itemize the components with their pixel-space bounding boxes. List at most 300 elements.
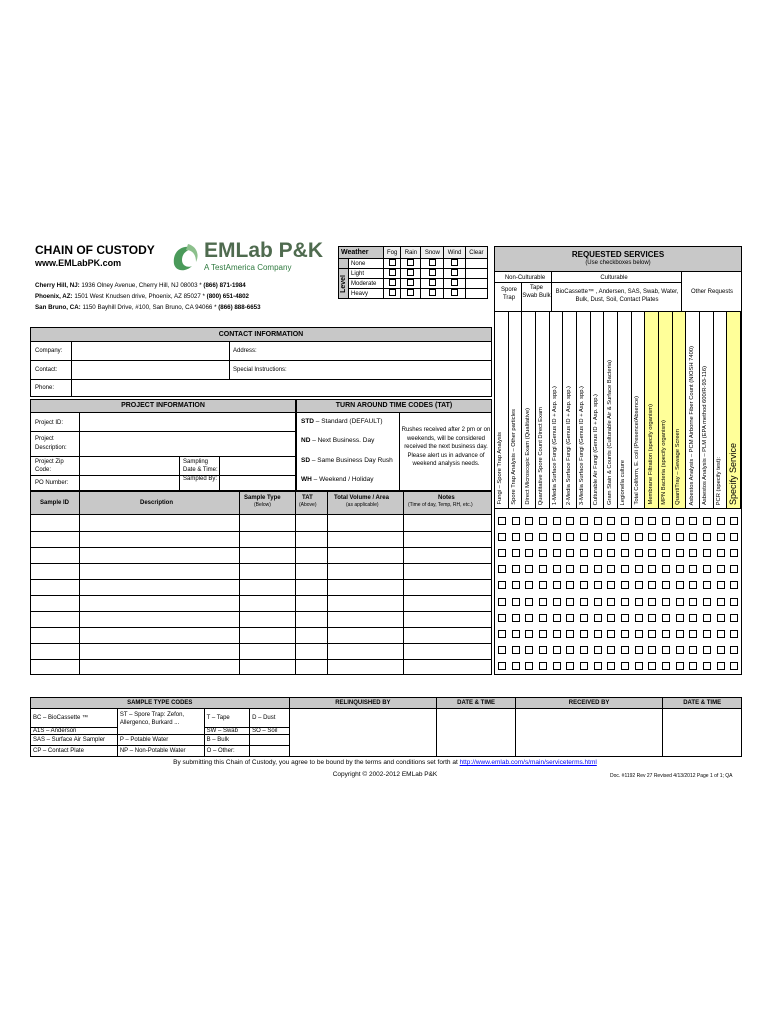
service-checkbox[interactable] [525, 662, 533, 670]
row-divider [31, 659, 491, 660]
service-label: PCR (specify test): [716, 456, 723, 505]
service-checkbox[interactable] [594, 630, 602, 638]
weather-checkbox[interactable] [407, 269, 414, 276]
contact-label: Contact: [35, 367, 58, 373]
service-checkbox[interactable] [553, 517, 561, 525]
service-checkbox[interactable] [566, 565, 574, 573]
requested-subtitle: (Use checkboxes below) [585, 260, 651, 266]
page-title: CHAIN OF CUSTODY [35, 243, 155, 257]
service-checkbox[interactable] [580, 598, 588, 606]
service-checkbox[interactable] [566, 533, 574, 541]
received-header: RECEIVED BY [515, 698, 662, 709]
service-label: Direct Microscopic Exam (Qualitative) [524, 408, 531, 505]
weather-checkbox[interactable] [407, 279, 414, 286]
service-checkbox[interactable] [580, 517, 588, 525]
service-checkbox[interactable] [730, 662, 738, 670]
service-checkbox[interactable] [525, 565, 533, 573]
service-checkbox[interactable] [662, 614, 670, 622]
service-checkbox[interactable] [676, 646, 684, 654]
service-column [700, 312, 714, 508]
service-checkbox[interactable] [730, 630, 738, 638]
service-column [591, 312, 605, 508]
service-checkbox[interactable] [553, 614, 561, 622]
weather-checkbox[interactable] [451, 289, 458, 296]
service-checkbox[interactable] [498, 549, 506, 557]
service-label: 3-Media Surface Fungi (Genus ID + Asp. spp.) [579, 385, 586, 505]
service-checkbox[interactable] [512, 646, 520, 654]
service-checkbox[interactable] [676, 549, 684, 557]
service-checkbox[interactable] [539, 614, 547, 622]
service-checkbox[interactable] [512, 549, 520, 557]
service-checkbox[interactable] [689, 581, 697, 589]
service-checkbox[interactable] [648, 517, 656, 525]
service-checkbox[interactable] [635, 646, 643, 654]
service-checkbox[interactable] [498, 581, 506, 589]
terms-link[interactable]: http://www.emlab.com/s/main/serviceterms.html [459, 759, 597, 766]
service-checkbox[interactable] [512, 533, 520, 541]
tat-code: ND – Next Business. Day [301, 437, 375, 444]
service-checkbox[interactable] [730, 598, 738, 606]
service-checkbox[interactable] [621, 646, 629, 654]
service-checkbox[interactable] [607, 565, 615, 573]
service-checkbox[interactable] [621, 581, 629, 589]
address-line: San Bruno, CA: 1150 Bayhill Drive, #100, San Bruno, CA 94066 * (866) 888-6653 [35, 304, 261, 311]
service-checkbox[interactable] [566, 662, 574, 670]
sample-type-code: D – Dust [250, 709, 289, 728]
service-checkbox[interactable] [689, 646, 697, 654]
service-checkbox[interactable] [662, 581, 670, 589]
service-label: Gram Stain & Counts (Culturable Air & Surface Bacteria) [606, 360, 613, 505]
col-sample-id: Sample ID [40, 500, 70, 506]
service-checkbox[interactable] [730, 646, 738, 654]
service-checkbox[interactable] [621, 517, 629, 525]
service-checkbox[interactable] [717, 598, 725, 606]
service-checkbox[interactable] [730, 614, 738, 622]
service-groups [494, 272, 742, 312]
weather-checkbox[interactable] [451, 269, 458, 276]
date-time-cell[interactable] [437, 709, 516, 757]
service-checkbox[interactable] [580, 549, 588, 557]
service-checkbox[interactable] [498, 662, 506, 670]
service-checkbox[interactable] [662, 646, 670, 654]
service-column [727, 312, 741, 508]
sample-type-code: A1S – Anderson [31, 728, 118, 735]
service-checkbox[interactable] [525, 549, 533, 557]
service-checkbox[interactable] [730, 517, 738, 525]
service-checkbox[interactable] [621, 630, 629, 638]
service-checkbox[interactable] [566, 630, 574, 638]
service-checkbox[interactable] [717, 533, 725, 541]
service-checkbox[interactable] [580, 581, 588, 589]
service-checkbox[interactable] [689, 630, 697, 638]
weather-checkbox[interactable] [389, 269, 396, 276]
weather-checkbox[interactable] [389, 259, 396, 266]
row-divider [31, 531, 491, 532]
address-line: Cherry Hill, NJ: 1936 Olney Avenue, Cherry Hill, NJ 08003 * (866) 871-1984 [35, 282, 246, 289]
service-checkbox[interactable] [553, 565, 561, 573]
service-checkbox[interactable] [539, 517, 547, 525]
service-checkbox[interactable] [539, 630, 547, 638]
service-checkbox[interactable] [648, 614, 656, 622]
service-checkbox[interactable] [525, 517, 533, 525]
service-label: Culturable Air Fungi (Genus ID + Asp. spp.) [593, 393, 600, 505]
service-checkbox[interactable] [635, 630, 643, 638]
service-checkbox[interactable] [648, 630, 656, 638]
weather-checkbox[interactable] [429, 259, 436, 266]
service-column [563, 312, 577, 508]
service-checkbox[interactable] [594, 646, 602, 654]
service-checkbox[interactable] [689, 533, 697, 541]
service-checkbox[interactable] [648, 598, 656, 606]
service-checkbox[interactable] [525, 598, 533, 606]
service-checkbox[interactable] [703, 549, 711, 557]
terms-text: By submitting this Chain of Custody, you agree to be bound by the terms and conditions set forth at http://www.emlab.com/s/main/serviceterms.html [173, 759, 597, 766]
service-checkbox[interactable] [607, 549, 615, 557]
service-checkbox[interactable] [580, 646, 588, 654]
service-checkbox[interactable] [539, 565, 547, 573]
tat-section [296, 413, 492, 491]
service-checkbox[interactable] [607, 517, 615, 525]
service-checkbox[interactable] [607, 630, 615, 638]
service-checkbox[interactable] [662, 517, 670, 525]
service-label: Legionella culture [620, 459, 627, 505]
col-divider [79, 491, 80, 674]
brand-tagline: A TestAmerica Company [204, 263, 292, 272]
service-checkbox[interactable] [662, 598, 670, 606]
date-time-header: DATE & TIME [437, 698, 516, 709]
service-checkbox[interactable] [717, 581, 725, 589]
service-checkbox[interactable] [703, 646, 711, 654]
service-checkbox[interactable] [498, 565, 506, 573]
weather-col: Clear [465, 247, 487, 259]
brand-name: EMLab P&K [204, 239, 324, 262]
row-divider [31, 579, 491, 580]
service-checkbox[interactable] [539, 646, 547, 654]
service-column [495, 312, 509, 508]
service-checkbox[interactable] [607, 614, 615, 622]
service-checkbox[interactable] [512, 662, 520, 670]
service-label: Total Coliform, E. coli (Presence/Absence) [634, 396, 641, 505]
service-checkbox[interactable] [512, 614, 520, 622]
sample-type-code: CP – Contact Plate [31, 746, 118, 757]
service-checkbox[interactable] [703, 565, 711, 573]
service-checkbox[interactable] [621, 549, 629, 557]
date-time-cell-2[interactable] [663, 709, 742, 757]
weather-checkbox[interactable] [429, 289, 436, 296]
service-checkbox[interactable] [676, 614, 684, 622]
weather-checkbox[interactable] [407, 289, 414, 296]
service-checkbox[interactable] [512, 630, 520, 638]
service-checkbox[interactable] [607, 581, 615, 589]
service-checkbox[interactable] [525, 630, 533, 638]
special-instructions-label: Special Instructions: [233, 367, 287, 373]
service-checkbox[interactable] [689, 614, 697, 622]
service-checkbox[interactable] [662, 549, 670, 557]
tat-note: Rushes received after 2 pm or on weekends, will be considered received the next business day. Please alert us in advance of weekend analysis needs. [401, 427, 491, 467]
service-checkbox[interactable] [594, 662, 602, 670]
received-cell[interactable] [515, 709, 662, 757]
services-divider [495, 508, 741, 509]
service-column [522, 312, 536, 508]
service-label: Quantitative Spore Count Direct Exam [538, 406, 545, 505]
service-checkbox[interactable] [676, 533, 684, 541]
service-checkbox[interactable] [621, 598, 629, 606]
service-checkbox[interactable] [553, 581, 561, 589]
service-checkbox[interactable] [635, 662, 643, 670]
service-checkbox[interactable] [635, 517, 643, 525]
biocassette-label: BioCassette™ , Andersen, SAS, Swab, Water, Bulk, Dust, Soil, Contact Plates [555, 289, 679, 303]
service-column [536, 312, 550, 508]
sample-type-code: O – Other: [204, 746, 249, 757]
service-checkbox[interactable] [689, 662, 697, 670]
service-checkbox[interactable] [689, 565, 697, 573]
service-checkbox[interactable] [498, 614, 506, 622]
weather-table [338, 246, 488, 299]
service-checkbox[interactable] [607, 533, 615, 541]
service-checkbox[interactable] [689, 549, 697, 557]
row-divider [31, 563, 491, 564]
service-checkbox[interactable] [703, 581, 711, 589]
service-checkbox[interactable] [512, 517, 520, 525]
service-checkbox[interactable] [580, 630, 588, 638]
service-checkbox[interactable] [676, 517, 684, 525]
service-checkbox[interactable] [676, 630, 684, 638]
service-column [618, 312, 632, 508]
requested-title: REQUESTED SERVICES [571, 250, 665, 259]
weather-checkbox[interactable] [451, 259, 458, 266]
service-checkbox[interactable] [662, 533, 670, 541]
service-checkbox[interactable] [580, 533, 588, 541]
service-checkbox[interactable] [648, 646, 656, 654]
service-checkbox[interactable] [594, 614, 602, 622]
service-checkbox[interactable] [525, 614, 533, 622]
service-column [550, 312, 564, 508]
requested-header [494, 246, 742, 272]
address-label: Address: [233, 348, 257, 354]
service-checkbox[interactable] [717, 662, 725, 670]
level-label: Moderate [349, 279, 384, 289]
service-checkbox[interactable] [539, 549, 547, 557]
service-checkbox[interactable] [553, 662, 561, 670]
service-checkbox[interactable] [621, 565, 629, 573]
row-divider [31, 547, 491, 548]
weather-checkbox[interactable] [429, 279, 436, 286]
sample-type-code: SAS – Surface Air Sampler [31, 735, 118, 746]
sampled-by-label: Sampled By: [183, 476, 218, 482]
service-checkbox[interactable] [635, 614, 643, 622]
service-checkbox[interactable] [580, 662, 588, 670]
service-checkbox[interactable] [676, 565, 684, 573]
service-checkbox[interactable] [662, 662, 670, 670]
service-checkbox[interactable] [525, 533, 533, 541]
service-checkbox[interactable] [566, 598, 574, 606]
service-checkbox[interactable] [512, 598, 520, 606]
service-checkbox[interactable] [648, 565, 656, 573]
service-checkbox[interactable] [635, 549, 643, 557]
service-checkbox[interactable] [621, 533, 629, 541]
service-checkbox[interactable] [676, 581, 684, 589]
service-checkbox[interactable] [635, 598, 643, 606]
service-column [645, 312, 659, 508]
service-checkbox[interactable] [689, 517, 697, 525]
service-checkbox[interactable] [635, 581, 643, 589]
service-checkbox[interactable] [498, 630, 506, 638]
col-notes: Notes [438, 495, 455, 501]
service-checkbox[interactable] [607, 646, 615, 654]
col-sample-type: Sample Type [244, 495, 281, 501]
service-checkbox[interactable] [498, 517, 506, 525]
sample-type-code: B – Bulk [204, 735, 249, 746]
contact-header: CONTACT INFORMATION [30, 327, 492, 342]
sample-type-code: SW – Swab [204, 728, 249, 735]
service-label: Fungi – Spore Trap Analysis [497, 432, 504, 505]
service-column [659, 312, 673, 508]
weather-checkbox[interactable] [451, 279, 458, 286]
weather-col: Fog [383, 247, 401, 259]
service-checkbox[interactable] [566, 517, 574, 525]
service-checkbox[interactable] [717, 630, 725, 638]
service-checkbox[interactable] [539, 598, 547, 606]
service-checkbox[interactable] [703, 630, 711, 638]
spore-trap-label: Spore Trap [500, 287, 517, 301]
service-checkbox[interactable] [648, 549, 656, 557]
weather-checkbox[interactable] [429, 269, 436, 276]
service-checkbox[interactable] [580, 614, 588, 622]
service-checkbox[interactable] [607, 662, 615, 670]
service-checkbox[interactable] [607, 598, 615, 606]
service-checkbox[interactable] [553, 598, 561, 606]
tat-code: WH – Weekend / Holiday [301, 476, 374, 483]
service-checkbox[interactable] [566, 581, 574, 589]
service-checkbox[interactable] [648, 662, 656, 670]
service-checkbox[interactable] [662, 565, 670, 573]
sampling-date-label: Sampling Date & Time: [183, 459, 218, 473]
sample-table [30, 491, 492, 675]
weather-checkbox[interactable] [389, 289, 396, 296]
service-checkbox[interactable] [539, 581, 547, 589]
service-checkbox[interactable] [703, 598, 711, 606]
sample-type-code [250, 746, 289, 757]
service-checkbox[interactable] [730, 533, 738, 541]
service-checkbox[interactable] [594, 533, 602, 541]
service-checkbox[interactable] [703, 533, 711, 541]
tat-header: TURN AROUND TIME CODES (TAT) [296, 399, 492, 413]
service-checkbox[interactable] [553, 646, 561, 654]
project-section [30, 413, 296, 491]
sample-type-code: ST – Spore Trap: Zefon, Allergenco, Burkard ... [117, 709, 204, 735]
row-divider [31, 643, 491, 644]
service-checkbox[interactable] [566, 646, 574, 654]
col-notes-sub: (Time of day, Temp, RH, etc.) [408, 502, 473, 508]
service-checkbox[interactable] [730, 549, 738, 557]
service-checkbox[interactable] [594, 565, 602, 573]
tat-code: SD – Same Business Day Rush [301, 457, 393, 464]
service-checkbox[interactable] [580, 565, 588, 573]
row-divider [31, 627, 491, 628]
address-line: Phoenix, AZ: 1501 West Knudsen drive, Phoenix, AZ 85027 * (800) 651-4802 [35, 293, 249, 300]
service-checkbox[interactable] [703, 662, 711, 670]
project-id-label: Project ID: [35, 420, 64, 426]
service-column [714, 312, 728, 508]
service-checkbox[interactable] [525, 646, 533, 654]
service-checkbox[interactable] [553, 549, 561, 557]
service-checkbox[interactable] [498, 646, 506, 654]
service-label: Spore Trap Analysis – Other particles [511, 409, 518, 505]
relinquished-cell[interactable] [289, 709, 437, 757]
service-checkbox[interactable] [539, 662, 547, 670]
po-number-label: PO Number: [35, 480, 69, 486]
col-divider [239, 491, 240, 674]
col-tat: TAT [302, 495, 313, 501]
sample-type-codes-header: SAMPLE TYPE CODES [31, 698, 290, 709]
weather-checkbox[interactable] [407, 259, 414, 266]
service-checkbox[interactable] [730, 565, 738, 573]
weather-col: Rain [401, 247, 421, 259]
service-checkbox[interactable] [717, 565, 725, 573]
row-divider [31, 611, 491, 612]
service-checkbox[interactable] [717, 549, 725, 557]
date-time-header-2: DATE & TIME [663, 698, 742, 709]
tape-swab-label: Tape Swab Bulk [522, 285, 551, 299]
service-checkbox[interactable] [512, 565, 520, 573]
service-checkbox[interactable] [703, 614, 711, 622]
col-divider [327, 491, 328, 674]
service-checkbox[interactable] [717, 517, 725, 525]
service-checkbox[interactable] [539, 533, 547, 541]
service-checkbox[interactable] [498, 598, 506, 606]
weather-checkbox[interactable] [389, 279, 396, 286]
service-checkbox[interactable] [512, 581, 520, 589]
service-checkbox[interactable] [621, 662, 629, 670]
service-checkbox[interactable] [594, 549, 602, 557]
project-header: PROJECT INFORMATION [30, 399, 296, 413]
service-checkbox[interactable] [676, 662, 684, 670]
project-description-label: Project Description: [35, 436, 67, 451]
service-checkbox[interactable] [594, 598, 602, 606]
service-checkbox[interactable] [635, 565, 643, 573]
service-checkbox[interactable] [648, 533, 656, 541]
services-grid [494, 312, 742, 675]
service-column [686, 312, 700, 508]
level-label: None [349, 259, 384, 269]
other-requests-label: Other Requests [690, 289, 734, 295]
service-checkbox[interactable] [703, 517, 711, 525]
service-checkbox[interactable] [594, 581, 602, 589]
service-checkbox[interactable] [689, 598, 697, 606]
service-checkbox[interactable] [635, 533, 643, 541]
service-checkbox[interactable] [676, 598, 684, 606]
service-checkbox[interactable] [730, 581, 738, 589]
service-label: 2-Media Surface Fungi (Genus ID + Asp. spp.) [565, 385, 572, 505]
service-checkbox[interactable] [566, 549, 574, 557]
service-column [577, 312, 591, 508]
service-checkbox[interactable] [648, 581, 656, 589]
service-column [673, 312, 687, 508]
service-checkbox[interactable] [621, 614, 629, 622]
service-checkbox[interactable] [594, 517, 602, 525]
service-checkbox[interactable] [525, 581, 533, 589]
service-checkbox[interactable] [498, 533, 506, 541]
col-volume: Total Volume / Area [334, 495, 389, 501]
service-checkbox[interactable] [662, 630, 670, 638]
service-checkbox[interactable] [553, 630, 561, 638]
service-column [604, 312, 618, 508]
service-checkbox[interactable] [566, 614, 574, 622]
service-checkbox[interactable] [717, 646, 725, 654]
relinquished-header: RELINQUISHED BY [289, 698, 437, 709]
service-checkbox[interactable] [717, 614, 725, 622]
service-checkbox[interactable] [553, 533, 561, 541]
